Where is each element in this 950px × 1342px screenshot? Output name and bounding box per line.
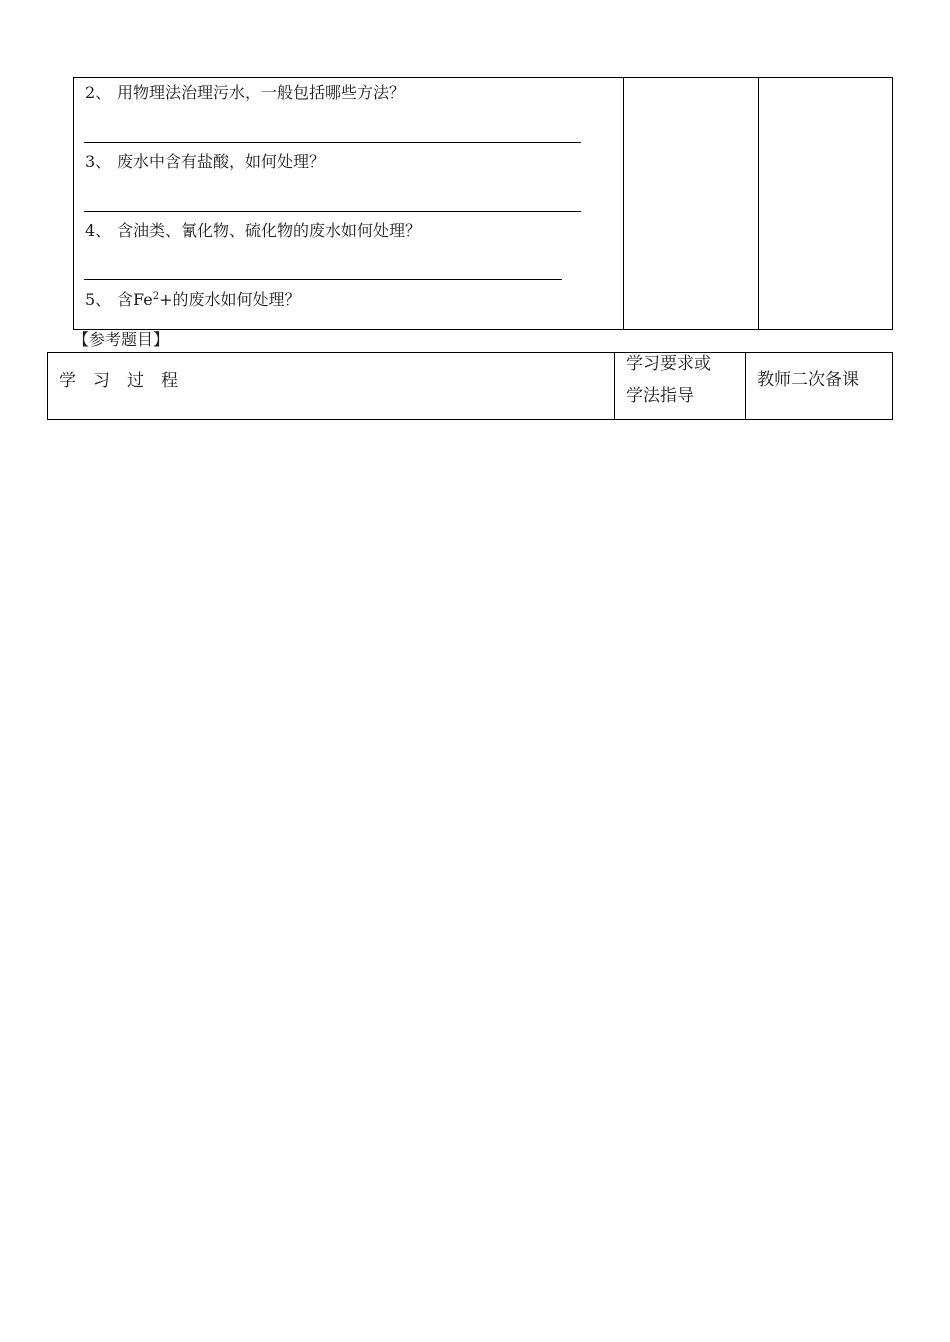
column-divider	[623, 78, 624, 329]
question-text-pre: 含Fe	[117, 290, 153, 309]
question-number: 3、	[85, 152, 112, 171]
header-guide-line2: 学法指导	[626, 386, 694, 406]
header-teacher: 教师二次备课	[757, 370, 859, 390]
question-2	[85, 84, 405, 102]
question-number: 5、	[85, 290, 112, 309]
question-4	[85, 222, 421, 240]
question-table	[73, 77, 893, 330]
header-process: 学 习 过 程	[59, 371, 178, 391]
answer-line	[84, 279, 562, 280]
column-divider	[758, 78, 759, 329]
header-table	[47, 352, 893, 420]
header-guide-line1: 学习要求或	[626, 354, 711, 374]
question-number: 2、	[85, 83, 112, 102]
column-divider	[745, 353, 746, 419]
question-5	[85, 291, 301, 309]
question-3	[85, 153, 325, 171]
question-text: 废水中含有盐酸，如何处理？	[117, 152, 326, 171]
superscript: 2	[152, 291, 160, 302]
question-number: 4、	[85, 221, 112, 240]
section-label: 【参考题目】	[73, 330, 170, 349]
column-divider	[614, 353, 615, 419]
answer-line	[84, 142, 581, 143]
question-text: 用物理法治理污水，一般包括哪些方法？	[117, 83, 406, 102]
question-text-post: +的废水如何处理？	[159, 290, 301, 309]
question-text: 含油类、氰化物、硫化物的废水如何处理？	[117, 221, 422, 240]
answer-line	[84, 211, 581, 212]
